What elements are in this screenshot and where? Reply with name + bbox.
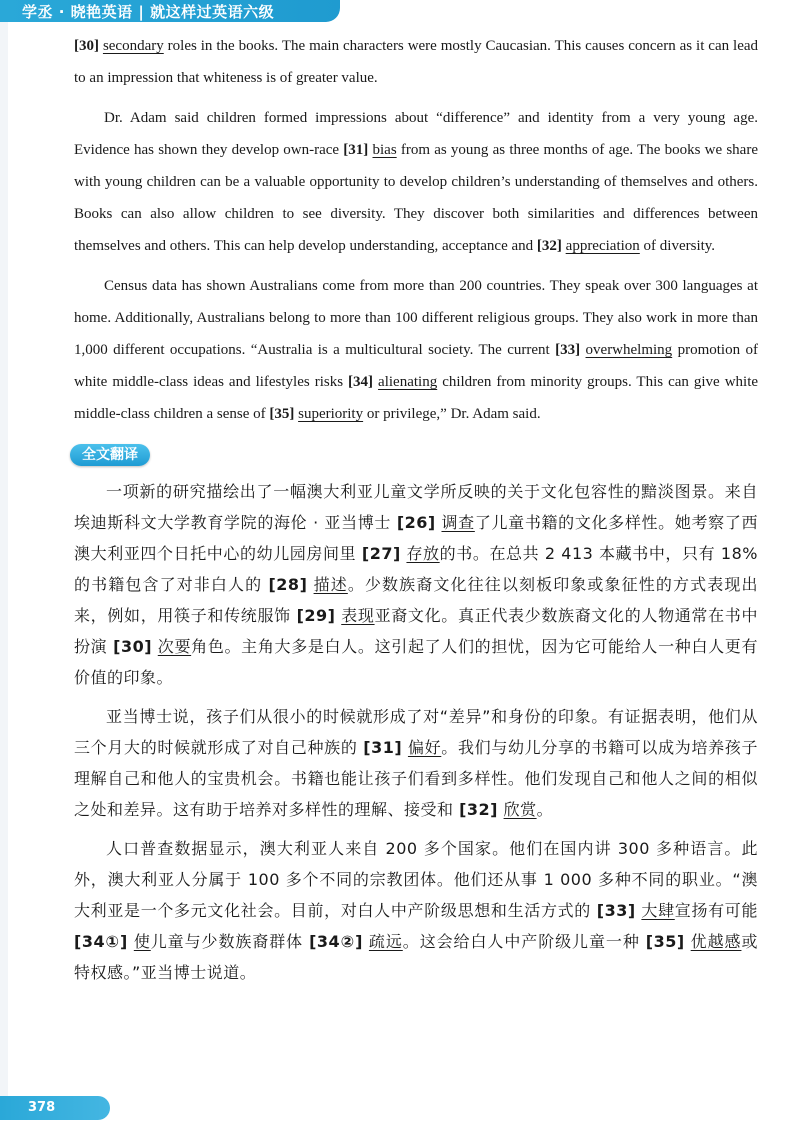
text-run: 。 [536, 800, 554, 819]
blank-number: [34] [348, 374, 374, 390]
text-run: 。少数族裔文化往往以刻板印象或象征性的方式表现出来，例如，用筷子和传统服饰 [74, 575, 758, 625]
text-run: 一项新的研究描绘出了一幅澳大利亚儿童文学所反映的关于文化包容性的黯淡图景。来自埃迪斯科文大学教育学院的海伦 · 亚当博士 [74, 482, 758, 532]
answer-word: 描述 [313, 575, 348, 594]
blank-number: [28] [268, 575, 308, 594]
text-run: from as young as three months of age. The books we share with young children can be a valuable opportunity to develop children’s understanding of themselves and others. Books can also allow children to see diversity. They discover both similarities and differences between themselves and others. This can help develop understanding, acceptance and [74, 142, 758, 254]
english-paragraph [74, 270, 758, 430]
text-run: roles in the books. The main characters were mostly Caucasian. This causes concern as it can lead to an impression that whiteness is of greater value. [74, 38, 759, 86]
english-paragraph [74, 102, 758, 262]
text-run: 宣扬有可能 [674, 901, 758, 920]
blank-number: [30] [74, 38, 99, 54]
answer-word: secondary [102, 38, 164, 54]
text-run: 了儿童书籍的文化多样性。她考察了西澳大利亚四个日托中心的幼儿园房间里 [74, 513, 758, 563]
text-run: 角色。主角大多是白人。这引起了人们的担忧，因为它可能给人一种白人更有价值的印象。 [74, 637, 758, 687]
blank-number: [35] [645, 932, 685, 951]
answer-word: 次要 [157, 637, 192, 656]
chinese-paragraph [74, 476, 758, 693]
blank-number: [27] [361, 544, 401, 563]
english-paragraph [74, 30, 758, 94]
answer-word: alienating [378, 374, 438, 390]
running-header-title: 学丞 · 晓艳英语 | 就这样过英语六级 [22, 3, 275, 21]
blank-number: [33] [555, 342, 581, 358]
answer-word: 大肆 [641, 901, 675, 920]
english-passage [74, 30, 758, 430]
blank-number: [34①] [74, 932, 128, 951]
text-run: 。我们与幼儿分享的书籍可以成为培养孩子理解自己和他人的宝贵机会。书籍也能让孩子们看到多样性。他们发现自己和他人之间的相似之处和差异。这有助于培养对多样性的理解、接受和 [74, 738, 758, 819]
answer-word: appreciation [565, 238, 640, 254]
chinese-paragraph [74, 833, 758, 988]
answer-word: 欣赏 [503, 800, 537, 819]
answer-word: overwhelming [585, 342, 673, 358]
text-run: 亚裔文化。真正代表少数族裔文化的人物通常在书中扮演 [74, 606, 758, 656]
answer-word: 疏远 [368, 932, 403, 951]
text-run: children from minority groups. This can give white middle-class children a sense of [74, 374, 759, 422]
text-run: 或特权感。”亚当博士说道。 [74, 932, 758, 982]
blank-number: [29] [296, 606, 336, 625]
answer-word: 使 [133, 932, 151, 951]
blank-number: [31] [363, 738, 403, 757]
answer-word: 偏好 [407, 738, 442, 757]
blank-number: [32] [459, 800, 498, 819]
text-run: 人口普查数据显示，澳大利亚人来自 200 多个国家。他们在国内讲 300 多种语言。此外，澳大利亚人分属于 100 多个不同的宗教团体。他们还从事 1 000 多种不同的职业。“澳大利亚是一个多元文化社会。目前，对白人中产阶级思想和生活方式的 [74, 839, 758, 920]
blank-number: [33] [596, 901, 636, 920]
blank-number: [34②] [309, 932, 363, 951]
answer-word: 调查 [441, 513, 475, 532]
text-run: or privilege,” Dr. Adam said. [363, 406, 541, 422]
answer-word: 表现 [341, 606, 375, 625]
blank-number: [32] [536, 238, 562, 254]
page-number: 378 [28, 1100, 56, 1115]
text-run: Dr. Adam said children formed impressions about “difference” and identity from a very young age. Evidence has shown they develop own-race [74, 110, 758, 158]
page-body [74, 30, 758, 996]
answer-word: superiority [298, 406, 364, 422]
translation-badge-row [70, 444, 758, 470]
text-run: Census data has shown Australians come from more than 200 countries. They speak over 300 languages at home. Additionally, Australians belong to more than 100 different religious groups. They also work in more than 1,000 different occupations. “Australia is a multicultural society. The current [74, 278, 758, 358]
text-run: 的书。在总共 2 413 本藏书中，只有 18% 的书籍包含了对非白人的 [74, 544, 758, 594]
text-run: 亚当博士说，孩子们从很小的时候就形成了对“差异”和身份的印象。有证据表明，他们从三个月大的时候就形成了对自己种族的 [74, 707, 758, 757]
answer-word: 优越感 [690, 932, 742, 951]
chinese-paragraph [74, 701, 758, 825]
answer-word: bias [372, 142, 397, 158]
text-run: of diversity. [639, 238, 716, 254]
page-left-edge [0, 22, 8, 1102]
text-run: 儿童与少数族裔群体 [150, 932, 310, 951]
blank-number: [26] [396, 513, 436, 532]
blank-number: [35] [269, 406, 295, 422]
text-run: 。这会给白人中产阶级儿童一种 [402, 932, 646, 951]
answer-word: 存放 [406, 544, 440, 563]
blank-number: [30] [113, 637, 153, 656]
chinese-translation [74, 476, 758, 988]
blank-number: [31] [343, 142, 369, 158]
full-translation-badge: 全文翻译 [70, 444, 150, 466]
text-run: promotion of white middle-class ideas and lifestyles risks [74, 342, 758, 390]
